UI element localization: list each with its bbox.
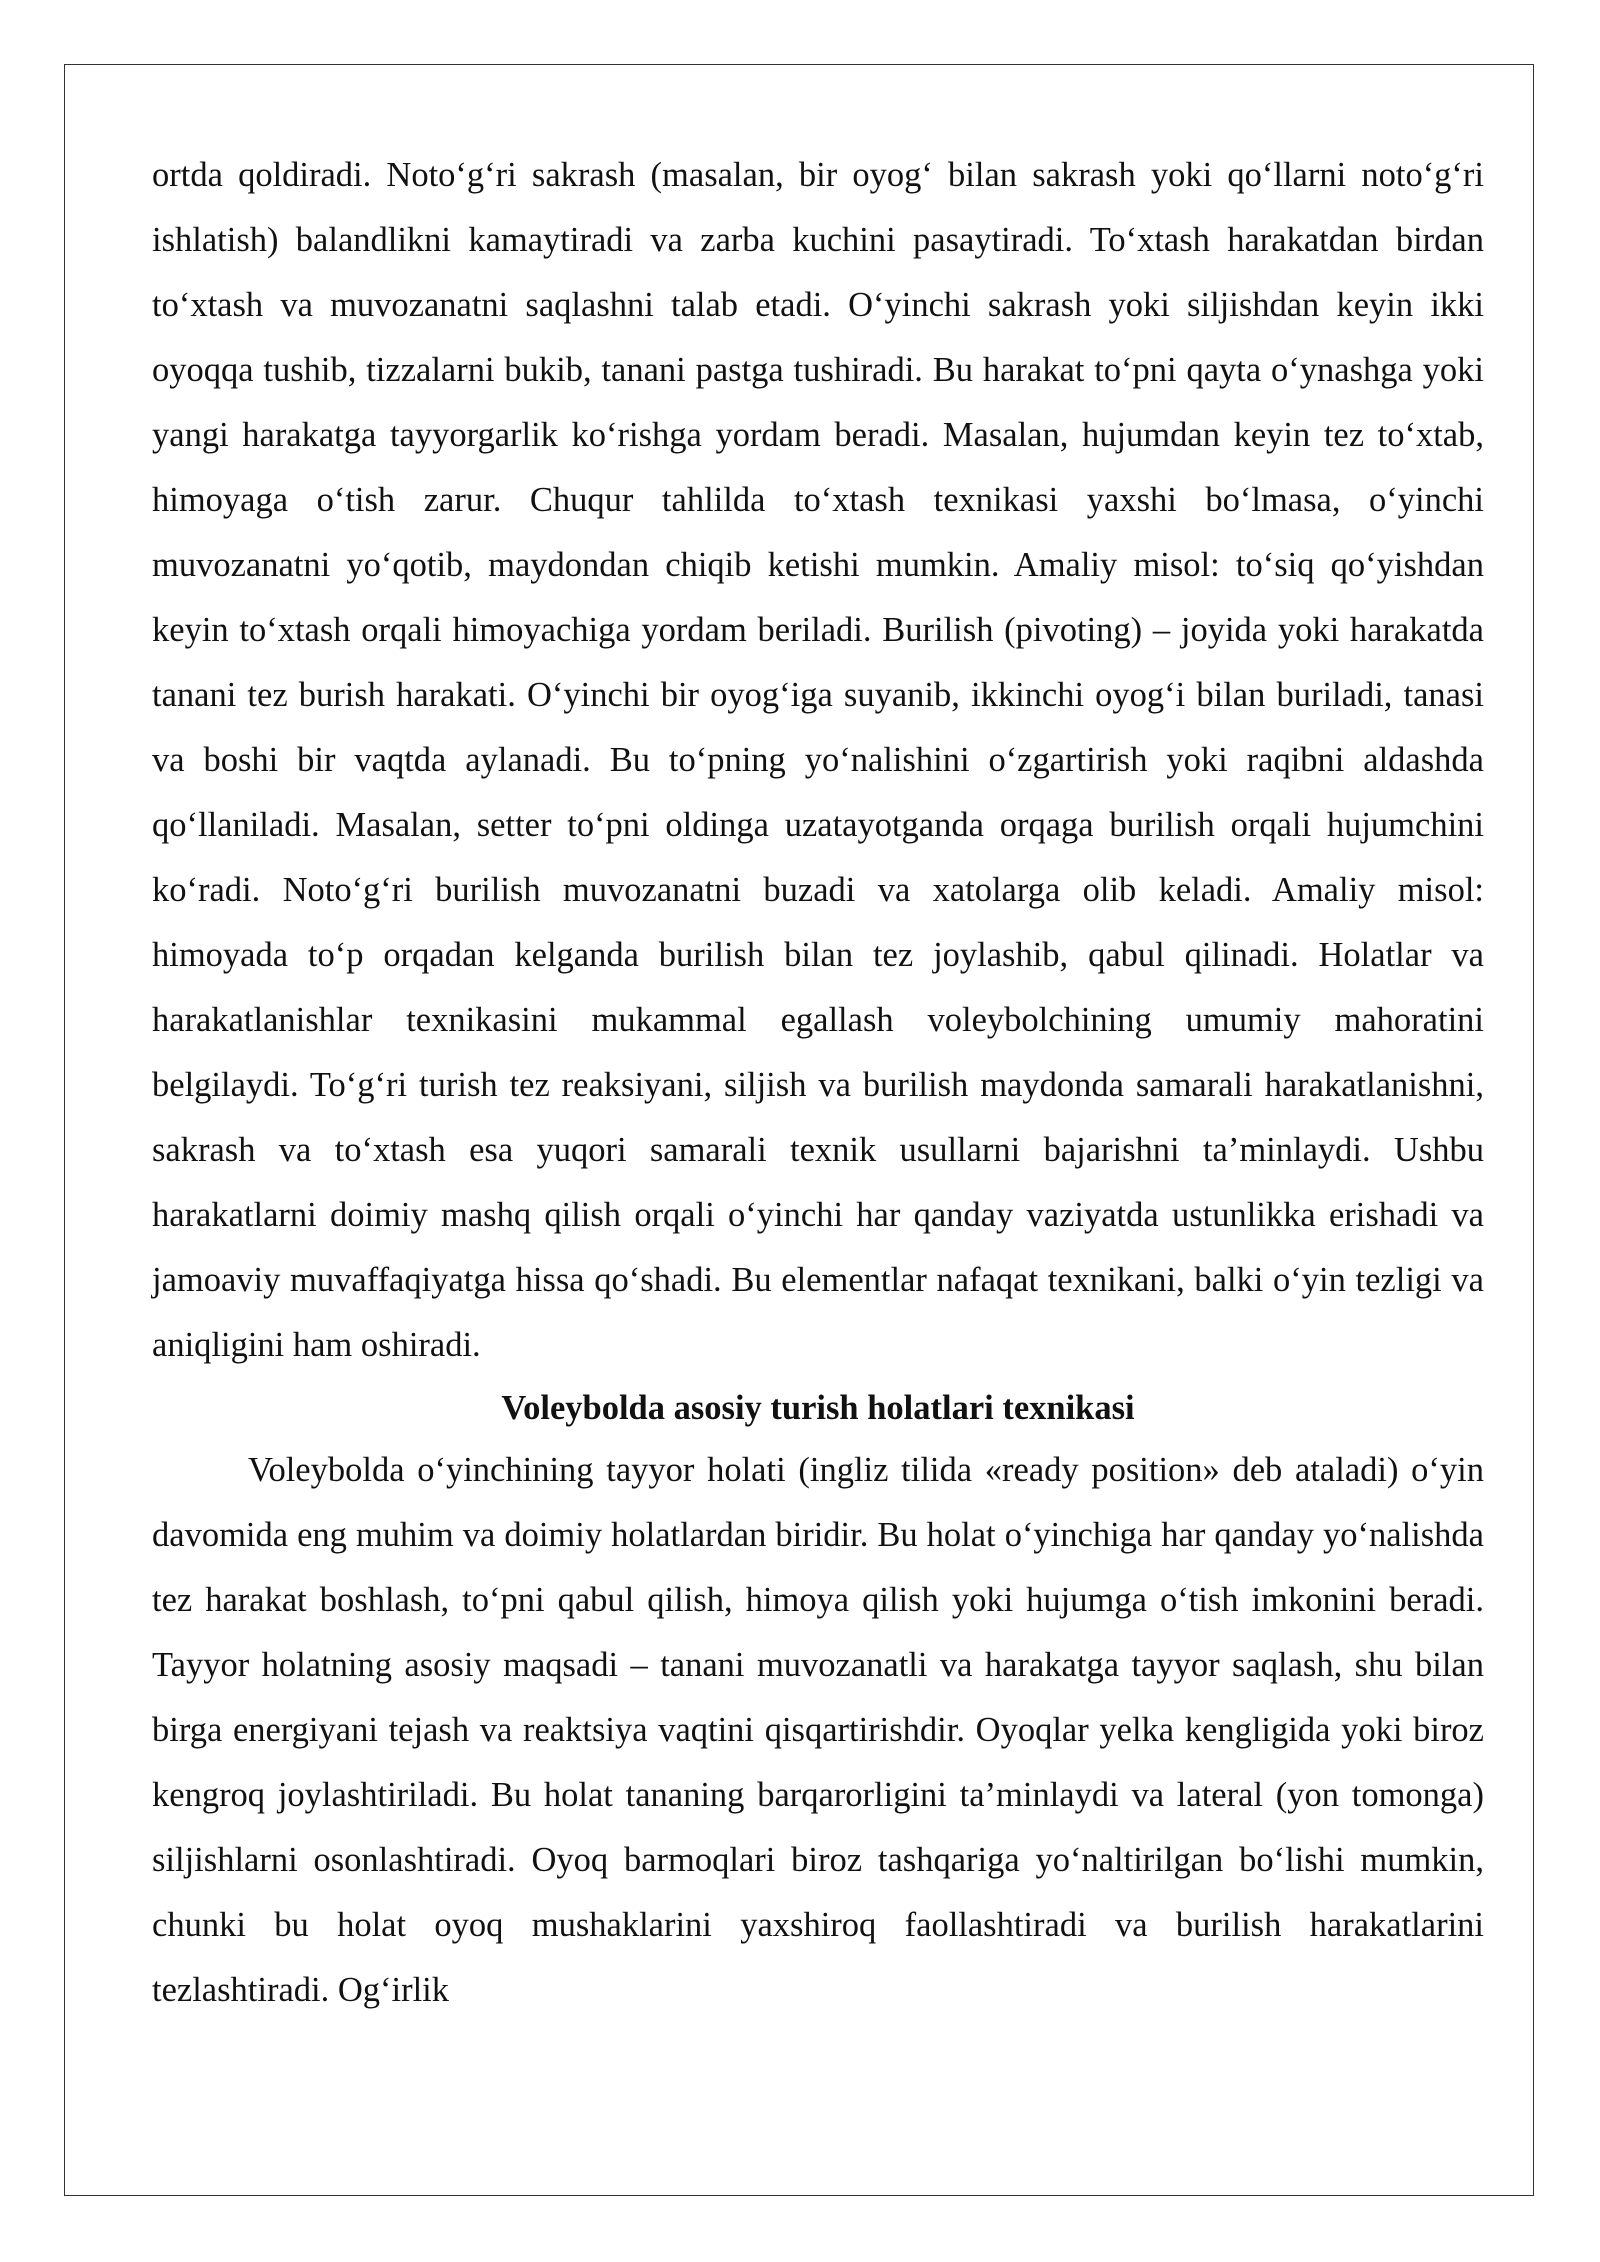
- continuation-paragraph: ortda qoldiradi. Noto‘g‘ri sakrash (masalan, bir oyog‘ bilan sakrash yoki qo‘llarni noto‘g‘ri ishlatish) balandlikni kamaytiradi va zarba kuchini pasaytiradi. To‘xtash harakatdan birdan to‘xtash va muvozanatni saqlashni talab etadi. O‘yinchi sakrash yoki siljishdan keyin ikki oyoqqa tushib, tizzalarni bukib, tanani pastga tushiradi. Bu harakat to‘pni qayta o‘ynashga yoki yangi harakatga tayyorgarlik ko‘rishga yordam beradi. Masalan, hujumdan keyin tez to‘xtab, himoyaga o‘tish zarur. Chuqur tahlilda to‘xtash texnikasi yaxshi bo‘lmasa, o‘yinchi muvozanatni yo‘qotib, maydondan chiqib ketishi mumkin. Amaliy misol: to‘siq qo‘yishdan keyin to‘xtash orqali himoyachiga yordam beriladi. Burilish (pivoting) – joyida yoki harakatda tanani tez burish harakati. O‘yinchi bir oyog‘iga suyanib, ikkinchi oyog‘i bilan buriladi, tanasi va boshi bir vaqtda aylanadi. Bu to‘pning yo‘nalishini o‘zgartirish yoki raqibni aldashda qo‘llaniladi. Masalan, setter to‘pni oldinga uzatayotganda orqaga burilish orqali hujumchini ko‘radi. Noto‘g‘ri burilish muvozanatni buzadi va xatolarga olib keladi. Amaliy misol: himoyada to‘p orqadan kelganda burilish bilan tez joylashib, qabul qilinadi. Holatlar va harakatlanishlar texnikasini mukammal egallash voleybolchining umumiy mahoratini belgilaydi. To‘g‘ri turish tez reaksiyani, siljish va burilish maydonda samarali harakatlanishni, sakrash va to‘xtash esa yuqori samarali texnik usullarni bajarishni ta’minlaydi. Ushbu harakatlarni doimiy mashq qilish orqali o‘yinchi har qanday vaziyatda ustunlikka erishadi va jamoaviy muvaffaqiyatga hissa qo‘shadi. Bu elementlar nafaqat texnikani, balki o‘yin tezligi va aniqligini ham oshiradi.: [152, 156, 1484, 1364]
- section-paragraph: Voleybolda o‘yinchining tayyor holati (ingliz tilida «ready position» deb ataladi) o‘yin davomida eng muhim va doimiy holatlardan biridir. Bu holat o‘yinchiga har qanday yo‘nalishda tez harakat boshlash, to‘pni qabul qilish, himoya qilish yoki hujumga o‘tish imkonini beradi. Tayyor holatning asosiy maqsadi – tanani muvozanatli va harakatga tayyor saqlash, shu bilan birga energiyani tejash va reaktsiya vaqtini qisqartirishdir. Oyoqlar yelka kengligida yoki biroz kengroq joylashtiriladi. Bu holat tananing barqarorligini ta’minlaydi va lateral (yon tomonga) siljishlarni osonlashtiradi. Oyoq barmoqlari biroz tashqariga yo‘naltirilgan bo‘lishi mumkin, chunki bu holat oyoq mushaklarini yaxshiroq faollashtiradi va burilish harakatlarini tezlashtiradi. Og‘irlik: [152, 1451, 1484, 2009]
- document-body: [152, 143, 1484, 2023]
- section-heading: Voleybolda asosiy turish holatlari texnikasi: [501, 1389, 1135, 1427]
